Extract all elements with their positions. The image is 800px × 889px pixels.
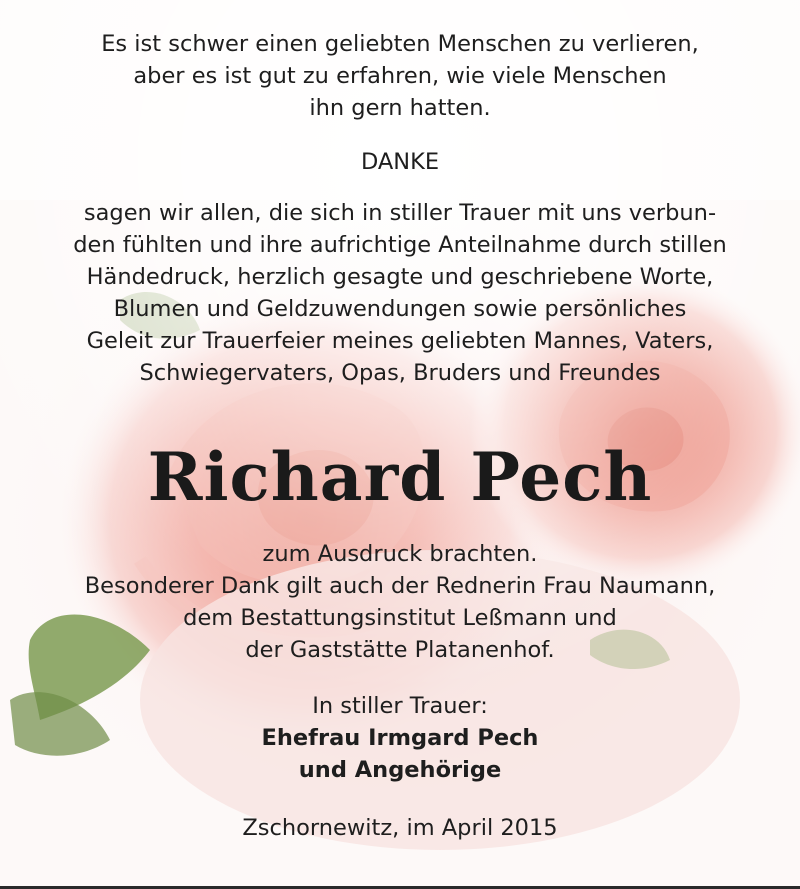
body-line-3: Händedruck, herzlich gesagte und geschriebene Worte, (86, 264, 714, 290)
body-line-2: den fühlten und ihre aufrichtige Anteilnahme durch stillen (73, 232, 727, 258)
closing-line-2: Besonderer Dank gilt auch der Rednerin Frau Naumann, (84, 573, 716, 599)
body-line-5: Geleit zur Trauerfeier meines geliebten Mannes, Vaters, (86, 328, 714, 354)
place-date: Zschornewitz, im April 2015 (242, 815, 558, 841)
mourning-label: In stiller Trauer: (312, 693, 488, 719)
signatory-relatives: und Angehörige (298, 757, 502, 783)
body-line-4: Blumen und Geldzuwendungen sowie persönliches (113, 296, 687, 322)
thanks-heading: DANKE (360, 149, 440, 175)
intro-line-1: Es ist schwer einen geliebten Menschen zu verlieren, (101, 31, 699, 57)
mourners-block (0, 690, 800, 786)
deceased-name: Richard Pech (147, 438, 653, 516)
closing-line-1: zum Ausdruck brachten. (262, 541, 538, 567)
body-line-1: sagen wir allen, die sich in stiller Trauer mit uns verbun- (83, 200, 717, 226)
closing-text (0, 538, 800, 666)
closing-line-3: dem Bestattungsinstitut Leßmann und (183, 605, 617, 631)
body-line-6: Schwiegervaters, Opas, Bruders und Freundes (139, 360, 661, 386)
intro-quote (0, 28, 800, 124)
intro-line-2: aber es ist gut zu erfahren, wie viele Menschen (133, 63, 667, 89)
intro-line-3: ihn gern hatten. (309, 95, 491, 121)
signatory-wife: Ehefrau Irmgard Pech (261, 725, 539, 751)
thanks-body (0, 197, 800, 389)
closing-line-4: der Gaststätte Platanenhof. (245, 637, 555, 663)
